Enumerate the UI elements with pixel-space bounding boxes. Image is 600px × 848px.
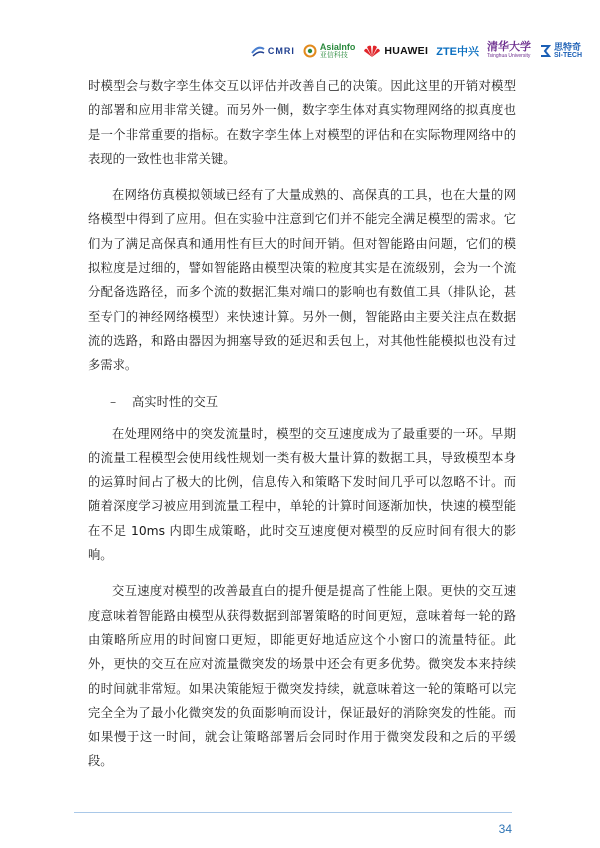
asiainfo-ring-icon [303,44,317,58]
cmri-logo [251,44,295,58]
huawei-logo [363,44,428,58]
paragraph-2: 在网络仿真模拟领域已经有了大量成熟的、高保真的工具，也在大量的网络模型中得到了应用。但在实验中注意到它们并不能完全满足模型的需求。它们为了满足高保真和通用性有巨大的时间开销。但对智能路由问题，它们的模拟粒度是过细的，譬如智能路由模型决策的粒度其实是在流级别，会为一个流分配备选路径，而多个流的数据汇集对端口的影响也有数值工具（排队论，甚至专门的神经网络模型）来快速计算。另外一侧，智能路由主要关注点在数据流的选路，和路由器因为拥塞导致的延迟和丢包上，对其他性能模拟也没有过多需求。 [88,188,516,373]
page-number: 34 [498,822,512,836]
cmri-logo-text: CMRI [267,46,295,56]
tsinghua-logo-text: 清华大学 [487,40,531,53]
asiainfo-logo-text: AsiaInfo [319,41,356,52]
sitech-logo-text: 思特奇 [554,41,582,52]
sitech-mark-icon [539,44,551,58]
tsinghua-logo [487,42,531,60]
sitech-logo [539,43,582,60]
huawei-logo-text: HUAWEI [384,45,429,57]
huawei-petal-icon [363,44,381,58]
paragraph-4: 交互速度对模型的改善最直白的提升便是提高了性能上限。更快的交互速度意味着智能路由模型从获得数据到部署策略的时间更短，意味着每一轮的路由策略所应用的时间窗口更短，即能更好地适应这个小窗口的流量特征。此外，更快的交互在应对流量微突发的场景中还会有更多优势。微突发本来持续的时间就非常短。如果决策能短于微突发持续，就意味着这一轮的策略可以完完全全为了最小化微突发的负面影响而设计，保证最好的消除突发的性能。而如果慢于这一时间，就会让策略部署后会同时作用于微突发段和之后的平缓段。 [88,584,516,769]
tsinghua-logo-subtext: Tsinghua University [487,53,531,59]
partner-logo-bar [251,36,582,66]
footer-divider [74,812,512,813]
asiainfo-logo-subtext: 亚信科技 [319,51,348,59]
asiainfo-logo [303,43,356,60]
paragraph-1: 时模型会与数字孪生体交互以评估并改善自己的决策。因此这里的开销对模型的部署和应用非常关键。而另外一侧，数字孪生体对真实物理网络的拟真度也是一个非常重要的指标。在数字孪生体上对模型的评估和在实际物理网络中的表现的一致性也非常关键。 [88,79,516,166]
document-body [88,74,516,786]
section-heading [88,390,516,414]
heading-bullet: – [110,394,117,409]
zte-logo [436,43,479,59]
zte-logo-text: ZTE中兴 [436,46,479,58]
section-heading-text: 高实时性的交互 [132,394,219,409]
sitech-logo-subtext: SI-TECH [554,51,582,59]
cmri-swirl-icon [251,44,265,58]
paragraph-3: 在处理网络中的突发流量时，模型的交互速度成为了最重要的一环。早期的流量工程模型会使用线性规划一类有极大量计算的数据工具，导致模型本身的运算时间占了极大的比例，信息传入和策略下发时间几乎可以忽略不计。而随着深度学习被应用到流量工程中，单轮的计算时间逐渐加快，快速的模型能在不足 10ms 内即生成策略，此时交互速度便对模型的反应时间有很大的影响。 [88,426,516,563]
